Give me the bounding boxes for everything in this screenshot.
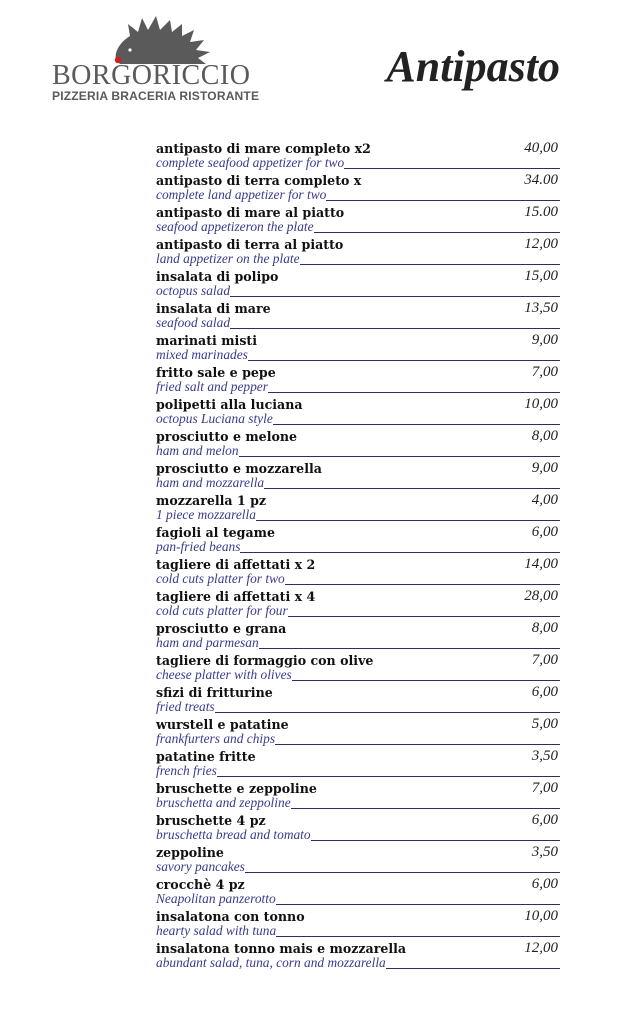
item-underline — [239, 455, 560, 457]
item-price: 9,00 — [531, 460, 558, 476]
item-description: savory pancakes — [156, 859, 245, 874]
menu-item — [156, 428, 560, 460]
menu-item — [156, 588, 560, 620]
item-name: zeppoline — [156, 845, 224, 860]
item-price: 7,00 — [531, 364, 558, 380]
item-description-row — [156, 828, 560, 842]
item-price: 12,00 — [524, 236, 558, 252]
menu-item — [156, 652, 560, 684]
brand-name: BORGORICCIO — [52, 60, 251, 91]
item-name: antipasto di terra al piatto — [156, 237, 344, 252]
item-description-row — [156, 316, 560, 330]
menu-item — [156, 172, 560, 204]
menu-item — [156, 908, 560, 940]
menu-item — [156, 524, 560, 556]
menu-item — [156, 716, 560, 748]
item-description-row — [156, 924, 560, 938]
item-underline — [248, 359, 560, 361]
item-description: cheese platter with olives — [156, 667, 292, 682]
item-name: patatine fritte — [156, 749, 256, 764]
item-underline — [264, 487, 560, 489]
item-price: 4,00 — [531, 492, 558, 508]
item-underline — [240, 551, 560, 553]
item-name: antipasto di mare al piatto — [156, 205, 345, 220]
menu-item — [156, 684, 560, 716]
item-description-row — [156, 956, 560, 970]
item-name: bruschette 4 pz — [156, 813, 266, 828]
hedgehog-icon — [110, 16, 230, 66]
item-underline — [217, 775, 560, 777]
item-description: cold cuts platter for four — [156, 603, 288, 618]
item-price: 6,00 — [531, 524, 558, 540]
item-underline — [215, 711, 560, 713]
menu-item — [156, 460, 560, 492]
item-description-row — [156, 284, 560, 298]
item-description: Neapolitan panzerotto — [156, 891, 276, 906]
item-description: octopus Luciana style — [156, 411, 273, 426]
item-underline — [314, 231, 560, 233]
item-description: mixed marinades — [156, 347, 248, 362]
item-description-row — [156, 892, 560, 906]
item-price: 3,50 — [531, 844, 558, 860]
menu-list — [156, 140, 560, 972]
item-price: 9,00 — [531, 332, 558, 348]
item-description: octopus salad — [156, 283, 231, 298]
item-name: tagliere di affettati x 2 — [156, 557, 316, 572]
item-description: french fries — [156, 763, 217, 778]
item-description-row — [156, 796, 560, 810]
item-price: 6,00 — [531, 812, 558, 828]
item-name: fagioli al tegame — [156, 525, 275, 540]
item-underline — [275, 743, 560, 745]
item-description: seafood salad — [156, 315, 231, 330]
brand-logo — [52, 16, 262, 106]
item-name: tagliere di affettati x 4 — [156, 589, 316, 604]
menu-item — [156, 620, 560, 652]
item-price: 8,00 — [531, 428, 558, 444]
menu-item — [156, 780, 560, 812]
item-description-row — [156, 508, 560, 522]
item-description: land appetizer on the plate — [156, 251, 300, 266]
menu-item — [156, 268, 560, 300]
menu-item — [156, 940, 560, 972]
item-underline — [292, 679, 560, 681]
menu-item — [156, 748, 560, 780]
item-description-row — [156, 188, 560, 202]
item-underline — [311, 839, 560, 841]
item-description: abundant salad, tuna, corn and mozzarella — [156, 955, 386, 970]
item-name: insalatona con tonno — [156, 909, 305, 924]
item-name: prosciutto e grana — [156, 621, 287, 636]
item-underline — [285, 583, 560, 585]
item-description-row — [156, 252, 560, 266]
item-price: 40,00 — [524, 140, 558, 156]
item-underline — [273, 423, 560, 425]
item-description: frankfurters and chips — [156, 731, 276, 746]
item-price: 14,00 — [524, 556, 558, 572]
item-description: fried salt and pepper — [156, 379, 268, 394]
menu-item — [156, 300, 560, 332]
menu-item — [156, 364, 560, 396]
item-description: cold cuts platter for two — [156, 571, 285, 586]
item-price: 28,00 — [524, 588, 558, 604]
item-description-row — [156, 156, 560, 170]
menu-item — [156, 140, 560, 172]
menu-item — [156, 204, 560, 236]
item-description: bruschetta and zeppoline — [156, 795, 291, 810]
item-name: bruschette e zeppoline — [156, 781, 317, 796]
item-price: 34.00 — [524, 172, 558, 188]
item-name: insalata di mare — [156, 301, 271, 316]
menu-item — [156, 492, 560, 524]
item-price: 15.00 — [524, 204, 558, 220]
item-description: pan-fried beans — [156, 539, 241, 554]
item-price: 6,00 — [531, 876, 558, 892]
item-underline — [276, 903, 560, 905]
item-description: seafood appetizeron the plate — [156, 219, 314, 234]
menu-item — [156, 812, 560, 844]
menu-item — [156, 332, 560, 364]
item-underline — [268, 391, 560, 393]
item-underline — [300, 263, 560, 265]
item-description-row — [156, 636, 560, 650]
menu-item — [156, 556, 560, 588]
item-name: sfizi di fritturine — [156, 685, 273, 700]
item-name: wurstell e patatine — [156, 717, 289, 732]
item-name: antipasto di mare completo x2 — [156, 141, 371, 156]
item-price: 10,00 — [524, 908, 558, 924]
item-description-row — [156, 700, 560, 714]
item-name: polipetti alla luciana — [156, 397, 303, 412]
item-underline — [276, 935, 560, 937]
item-price: 7,00 — [531, 780, 558, 796]
item-price: 15,00 — [524, 268, 558, 284]
item-description-row — [156, 604, 560, 618]
item-name: prosciutto e melone — [156, 429, 298, 444]
item-price: 10,00 — [524, 396, 558, 412]
item-description-row — [156, 348, 560, 362]
item-name: insalatona tonno mais e mozzarella — [156, 941, 407, 956]
item-price: 6,00 — [531, 684, 558, 700]
item-description: ham and melon — [156, 443, 239, 458]
item-price: 13,50 — [524, 300, 558, 316]
item-name: antipasto di terra completo x — [156, 173, 362, 188]
item-description-row — [156, 732, 560, 746]
item-name: marinati misti — [156, 333, 258, 348]
item-description-row — [156, 380, 560, 394]
item-name: fritto sale e pepe — [156, 365, 276, 380]
item-underline — [291, 807, 560, 809]
item-description: bruschetta bread and tomato — [156, 827, 311, 842]
item-name: mozzarella 1 pz — [156, 493, 267, 508]
item-name: crocchè 4 pz — [156, 877, 245, 892]
item-description: 1 piece mozzarella — [156, 507, 256, 522]
item-description-row — [156, 764, 560, 778]
item-description: ham and mozzarella — [156, 475, 265, 490]
item-underline — [230, 295, 560, 297]
item-description-row — [156, 476, 560, 490]
item-name: prosciutto e mozzarella — [156, 461, 322, 476]
item-underline — [326, 199, 560, 201]
item-description-row — [156, 412, 560, 426]
item-price: 12,00 — [524, 940, 558, 956]
menu-item — [156, 844, 560, 876]
item-underline — [256, 519, 560, 521]
item-underline — [344, 167, 560, 169]
item-underline — [288, 615, 560, 617]
item-name: tagliere di formaggio con olive — [156, 653, 374, 668]
item-description-row — [156, 572, 560, 586]
item-description: ham and parmesan — [156, 635, 259, 650]
item-description: complete seafood appetizer for two — [156, 155, 345, 170]
item-description-row — [156, 860, 560, 874]
item-underline — [245, 871, 560, 873]
item-underline — [230, 327, 560, 329]
item-price: 5,00 — [531, 716, 558, 732]
item-description: fried treats — [156, 699, 215, 714]
item-description-row — [156, 540, 560, 554]
item-price: 3,50 — [531, 748, 558, 764]
item-name: insalata di polipo — [156, 269, 279, 284]
menu-item — [156, 876, 560, 908]
item-price: 8,00 — [531, 620, 558, 636]
item-description-row — [156, 668, 560, 682]
item-price: 7,00 — [531, 652, 558, 668]
item-description: complete land appetizer for two — [156, 187, 327, 202]
item-description-row — [156, 444, 560, 458]
menu-item — [156, 236, 560, 268]
item-underline — [386, 967, 560, 969]
item-description-row — [156, 220, 560, 234]
page-title: Antipasto — [386, 42, 560, 91]
brand-tagline: PIZZERIA BRACERIA RISTORANTE — [52, 89, 260, 103]
item-description: hearty salad with tuna — [156, 923, 277, 938]
menu-item — [156, 396, 560, 428]
item-underline — [259, 647, 560, 649]
